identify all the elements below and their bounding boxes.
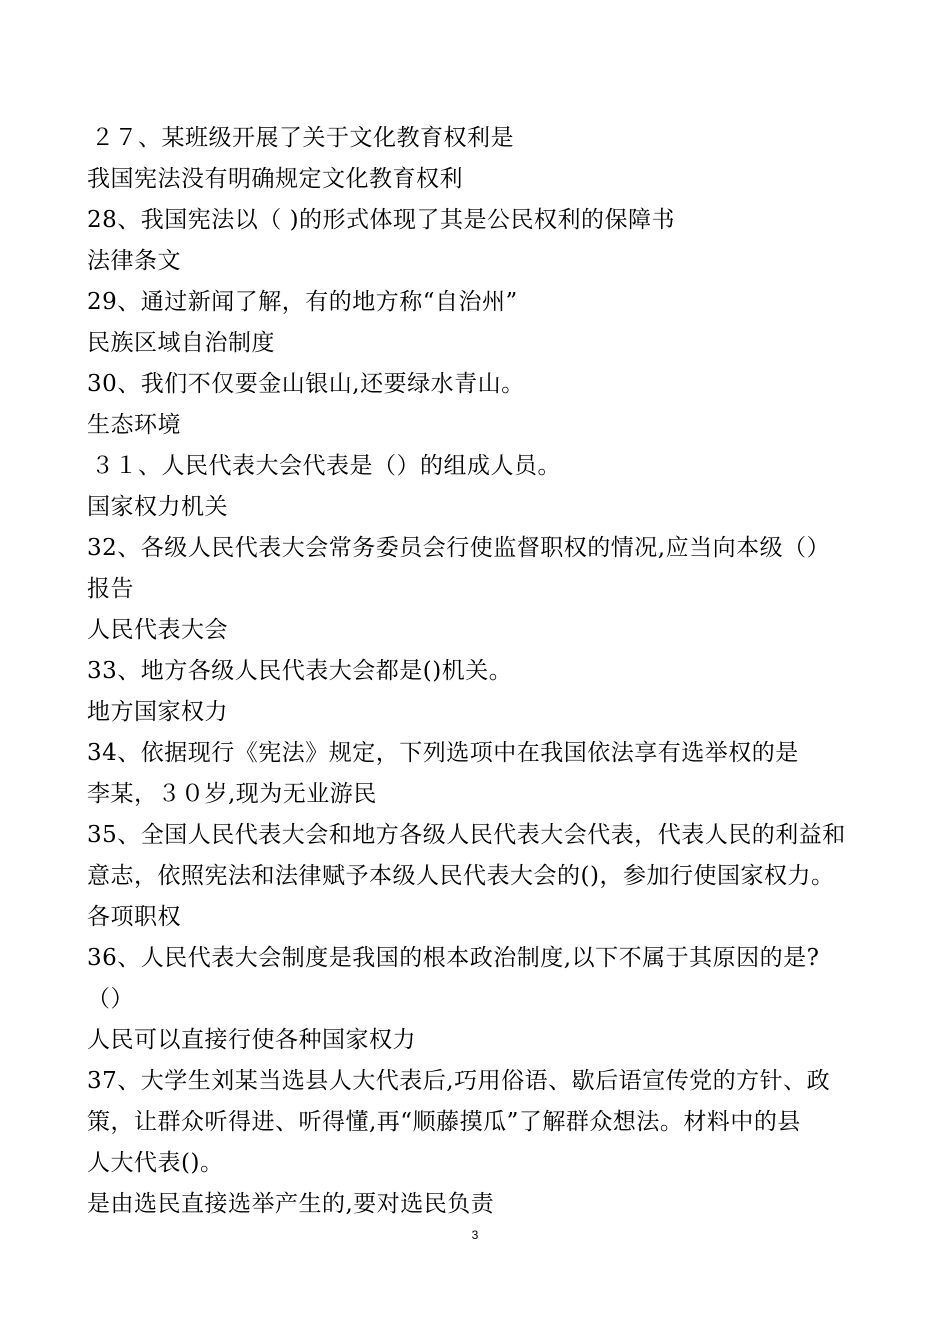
document-body: [87, 118, 877, 1225]
question-35-continued: 意志，依照宪法和法律赋予本级人民代表大会的()，参加行使国家权力。: [87, 863, 835, 889]
answer-31: 国家权力机关: [87, 494, 228, 520]
question-30: 30、我们不仅要金山银山,还要绿水青山。: [87, 371, 525, 397]
question-36-continued: （）: [87, 986, 134, 1012]
page-number: 3: [471, 1228, 479, 1242]
answer-36: 人民可以直接行使各种国家权力: [87, 1027, 416, 1053]
question-32: 32、各级人民代表大会常务委员会行使监督职权的情况,应当向本级（）: [87, 535, 831, 561]
answer-28: 法律条文: [87, 248, 181, 274]
question-37-continued: 策，让群众听得进、听得懂,再“顺藤摸瓜”了解群众想法。材料中的县: [87, 1109, 801, 1135]
question-32-continued: 报告: [87, 576, 134, 602]
answer-37: 是由选民直接选举产生的,要对选民负责: [87, 1191, 495, 1217]
question-37-end: 人大代表()。: [87, 1150, 224, 1176]
answer-29: 民族区域自治制度: [87, 330, 275, 356]
question-27: ２７、某班级开展了关于文化教育权利是: [91, 125, 514, 151]
answer-32: 人民代表大会: [87, 617, 228, 643]
question-33: 33、地方各级人民代表大会都是()机关。: [87, 658, 513, 684]
answer-34: 李某，３０岁,现为无业游民: [87, 781, 377, 807]
answer-35: 各项职权: [87, 904, 181, 930]
question-29: 29、通过新闻了解，有的地方称“自治州”: [87, 289, 518, 315]
question-37: 37、大学生刘某当选县人大代表后,巧用俗语、歇后语宣传党的方针、政: [87, 1068, 831, 1094]
answer-30: 生态环境: [87, 412, 181, 438]
answer-27: 我国宪法没有明确规定文化教育权利: [87, 166, 463, 192]
question-35: 35、全国人民代表大会和地方各级人民代表大会代表，代表人民的利益和: [87, 822, 846, 848]
question-36: 36、人民代表大会制度是我国的根本政治制度,以下不属于其原因的是?: [87, 945, 820, 971]
answer-33: 地方国家权力: [87, 699, 228, 725]
question-28: 28、我国宪法以（ )的形式体现了其是公民权利的保障书: [87, 207, 676, 233]
question-34: 34、依据现行《宪法》规定，下列选项中在我国依法享有选举权的是: [87, 740, 799, 766]
question-31: ３１、人民代表大会代表是（）的组成人员。: [91, 453, 561, 479]
